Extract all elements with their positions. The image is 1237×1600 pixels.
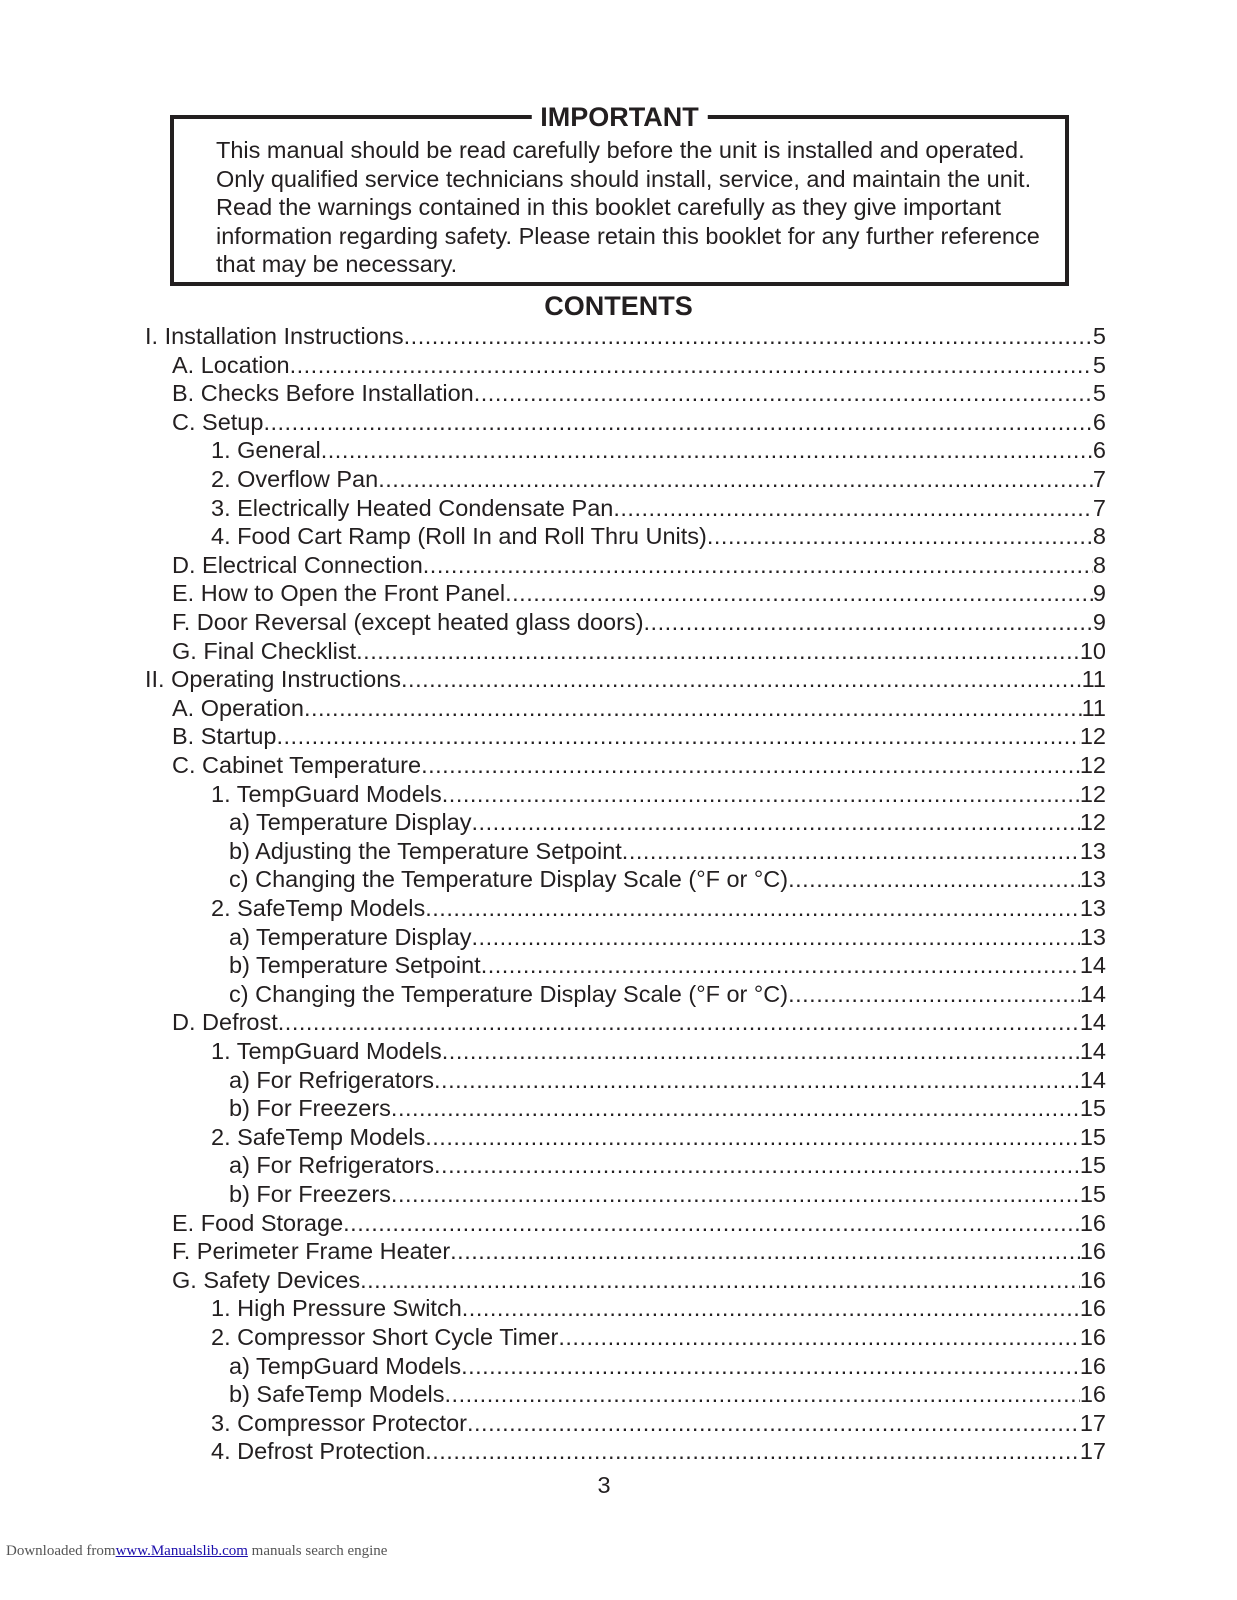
toc-dot-leader xyxy=(505,579,1093,608)
toc-entry-label: D. Electrical Connection xyxy=(172,551,423,578)
toc-entry-page: 7 xyxy=(1092,466,1106,492)
toc-entry-label: F. Perimeter Frame Heater xyxy=(172,1238,451,1265)
toc-entry[interactable] xyxy=(211,1294,1106,1323)
toc-entry-page: 16 xyxy=(1079,1324,1106,1350)
toc-entry-label: B. Startup xyxy=(172,723,277,750)
toc-dot-leader xyxy=(462,1294,1080,1323)
toc-entry-label: 2. SafeTemp Models xyxy=(211,1123,426,1150)
toc-entry-label: b) For Freezers xyxy=(229,1095,391,1122)
toc-entry-label: B. Checks Before Installation xyxy=(172,380,474,407)
toc-entry-page: 12 xyxy=(1079,723,1106,750)
toc-dot-leader xyxy=(425,1437,1080,1466)
toc-dot-leader xyxy=(472,808,1080,837)
toc-entry-page: 13 xyxy=(1079,866,1106,893)
toc-entry-page: 13 xyxy=(1079,923,1106,950)
toc-entry[interactable] xyxy=(229,1352,1106,1381)
toc-entry-label: 3. Electrically Heated Condensate Pan xyxy=(211,494,614,521)
toc-entry-page: 14 xyxy=(1079,952,1106,979)
toc-entry[interactable] xyxy=(172,1237,1106,1266)
toc-entry[interactable] xyxy=(211,1123,1106,1152)
toc-entry-label: A. Location xyxy=(172,351,290,378)
toc-entry-page: 12 xyxy=(1079,809,1106,836)
toc-entry-page: 6 xyxy=(1092,437,1106,464)
toc-entry-page: 7 xyxy=(1092,494,1106,521)
toc-entry-label: 3. Compressor Protector xyxy=(211,1409,467,1436)
toc-entry[interactable] xyxy=(229,1380,1106,1409)
toc-dot-leader xyxy=(391,1094,1080,1123)
important-line: that may be necessary. xyxy=(216,251,458,278)
toc-entry-label: C. Setup xyxy=(172,408,264,435)
toc-entry-page: 15 xyxy=(1079,1095,1106,1122)
contents-title: CONTENTS xyxy=(544,291,693,321)
toc-entry-page: 9 xyxy=(1092,580,1106,607)
toc-entry[interactable] xyxy=(211,494,1106,523)
toc-entry-label: b) For Freezers xyxy=(229,1181,391,1207)
toc-dot-leader xyxy=(461,1352,1080,1381)
toc-entry[interactable] xyxy=(211,780,1106,809)
toc-dot-leader xyxy=(421,751,1080,780)
toc-entry[interactable] xyxy=(211,1037,1106,1066)
toc-entry-page: 5 xyxy=(1092,323,1106,349)
important-line: Only qualified service technicians should install, service, and maintain the unit. xyxy=(216,165,1032,192)
toc-dot-leader xyxy=(290,351,1093,380)
toc-dot-leader xyxy=(425,1123,1080,1152)
important-line: This manual should be read carefully before the unit is installed and operated. xyxy=(216,137,1025,163)
toc-entry-page: 14 xyxy=(1079,1066,1106,1093)
important-line: information regarding safety. Please retain this booklet for any further reference xyxy=(216,222,1040,249)
toc-dot-leader xyxy=(474,379,1093,408)
toc-entry-page: 16 xyxy=(1079,1266,1106,1293)
toc-entry-label: 1. General xyxy=(211,437,321,464)
toc-dot-leader xyxy=(613,494,1093,523)
toc-entry[interactable] xyxy=(172,579,1106,608)
toc-entry-page: 14 xyxy=(1079,1009,1106,1036)
toc-dot-leader xyxy=(450,1237,1080,1266)
toc-entry[interactable] xyxy=(172,1209,1106,1238)
toc-entry[interactable] xyxy=(172,351,1106,380)
download-footer xyxy=(6,1541,387,1561)
toc-entry[interactable] xyxy=(229,923,1106,952)
toc-dot-leader xyxy=(391,1180,1080,1209)
toc-dot-leader xyxy=(788,980,1080,1009)
toc-entry-label: II. Operating Instructions xyxy=(145,666,402,693)
toc-entry[interactable] xyxy=(145,665,1106,694)
toc-entry-page: 14 xyxy=(1079,1038,1106,1064)
toc-dot-leader xyxy=(707,522,1093,551)
toc-entry[interactable] xyxy=(229,980,1106,1009)
toc-entry-label: c) Changing the Temperature Display Scale (°F or °C) xyxy=(229,866,789,893)
toc-entry[interactable] xyxy=(229,951,1106,980)
toc-dot-leader xyxy=(644,608,1093,637)
toc-entry[interactable] xyxy=(172,637,1106,666)
toc-entry[interactable] xyxy=(172,751,1106,780)
toc-dot-leader xyxy=(481,951,1080,980)
toc-entry-page: 11 xyxy=(1081,694,1106,721)
toc-entry-label: a) For Refrigerators xyxy=(229,1066,435,1093)
toc-entry-page: 15 xyxy=(1079,1152,1106,1179)
toc-entry[interactable] xyxy=(211,1409,1106,1438)
toc-entry-label: 2. Compressor Short Cycle Timer xyxy=(211,1324,559,1350)
toc-dot-leader xyxy=(304,694,1082,723)
toc-entry[interactable] xyxy=(145,322,1106,351)
toc-dot-leader xyxy=(423,551,1093,580)
toc-entry[interactable] xyxy=(211,436,1106,465)
toc-entry[interactable] xyxy=(172,1008,1106,1037)
toc-entry-label: c) Changing the Temperature Display Scale (°F or °C) xyxy=(229,980,789,1007)
toc-entry-label: C. Cabinet Temperature xyxy=(172,752,422,778)
toc-entry-label: 4. Defrost Protection xyxy=(211,1438,426,1465)
manualslib-link[interactable]: www.Manualslib.com xyxy=(115,1543,248,1559)
toc-entry-page: 10 xyxy=(1079,637,1106,664)
toc-entry-label: 1. TempGuard Models xyxy=(211,1038,442,1064)
toc-dot-leader xyxy=(356,637,1080,666)
toc-entry[interactable] xyxy=(172,408,1106,437)
toc-entry[interactable] xyxy=(172,608,1106,637)
toc-entry-page: 13 xyxy=(1079,895,1106,921)
toc-dot-leader xyxy=(278,1008,1080,1037)
toc-entry-page: 5 xyxy=(1092,380,1106,407)
toc-entry-label: 2. Overflow Pan xyxy=(211,466,379,492)
toc-dot-leader xyxy=(404,322,1093,351)
toc-entry-page: 16 xyxy=(1079,1381,1106,1408)
toc-entry-page: 12 xyxy=(1079,752,1106,778)
footer-prefix: Downloaded from xyxy=(6,1543,116,1559)
toc-entry[interactable] xyxy=(229,1094,1106,1123)
toc-entry-page: 17 xyxy=(1079,1438,1106,1465)
toc-entry-page: 16 xyxy=(1079,1352,1106,1379)
toc-dot-leader xyxy=(321,436,1093,465)
toc-entry-label: G. Final Checklist xyxy=(172,637,357,664)
toc-dot-leader xyxy=(434,1066,1080,1095)
toc-entry[interactable] xyxy=(172,551,1106,580)
toc-entry-page: 16 xyxy=(1079,1295,1106,1322)
toc-dot-leader xyxy=(425,894,1080,923)
toc-entry[interactable] xyxy=(211,1323,1106,1352)
toc-dot-leader xyxy=(558,1323,1079,1352)
toc-dot-leader xyxy=(343,1209,1080,1238)
page-number: 3 xyxy=(597,1472,611,1498)
toc-dot-leader xyxy=(472,923,1080,952)
toc-entry[interactable] xyxy=(172,1266,1106,1295)
toc-dot-leader xyxy=(401,665,1082,694)
important-line: Read the warnings contained in this booklet carefully as they give important xyxy=(216,194,1002,221)
toc-entry-label: b) Adjusting the Temperature Setpoint xyxy=(229,837,622,864)
toc-entry-page: 5 xyxy=(1092,351,1106,378)
toc-entry-page: 8 xyxy=(1092,551,1106,578)
toc-entry[interactable] xyxy=(172,379,1106,408)
toc-dot-leader xyxy=(445,1380,1080,1409)
toc-entry-label: a) TempGuard Models xyxy=(229,1352,462,1379)
toc-entry-label: 4. Food Cart Ramp (Roll In and Roll Thru Units) xyxy=(211,523,707,550)
toc-entry-page: 8 xyxy=(1092,523,1106,550)
toc-entry[interactable] xyxy=(172,694,1106,723)
footer-suffix: manuals search engine xyxy=(251,1543,388,1559)
toc-dot-leader xyxy=(277,722,1080,751)
toc-entry-label: b) Temperature Setpoint xyxy=(229,952,481,979)
toc-entry[interactable] xyxy=(229,1151,1106,1180)
toc-entry[interactable] xyxy=(211,1437,1106,1466)
toc-entry-page: 11 xyxy=(1081,666,1106,693)
toc-dot-leader xyxy=(442,780,1080,809)
toc-entry-label: E. Food Storage xyxy=(172,1209,344,1236)
toc-entry-page: 9 xyxy=(1092,609,1106,635)
toc-entry-label: E. How to Open the Front Panel xyxy=(172,580,506,607)
toc-entry-page: 13 xyxy=(1079,837,1106,864)
toc-entry-page: 6 xyxy=(1092,408,1106,435)
toc-entry-page: 17 xyxy=(1079,1409,1106,1436)
toc-dot-leader xyxy=(263,408,1092,437)
toc-dot-leader xyxy=(360,1266,1080,1295)
toc-entry[interactable] xyxy=(229,1180,1106,1209)
toc-entry-label: a) Temperature Display xyxy=(229,809,472,836)
toc-entry-label: A. Operation xyxy=(172,694,304,721)
toc-entry-label: a) Temperature Display xyxy=(229,923,472,950)
toc-entry[interactable] xyxy=(229,808,1106,837)
toc-entry[interactable] xyxy=(211,465,1106,494)
toc-dot-leader xyxy=(442,1037,1080,1066)
important-text xyxy=(216,136,1066,279)
toc-dot-leader xyxy=(467,1409,1080,1438)
toc-dot-leader xyxy=(788,865,1080,894)
toc-entry-label: 1. High Pressure Switch xyxy=(211,1295,462,1322)
toc-entry[interactable] xyxy=(172,722,1106,751)
toc-entry-page: 16 xyxy=(1079,1238,1106,1265)
toc-entry-label: 1. TempGuard Models xyxy=(211,780,442,807)
toc-entry-page: 16 xyxy=(1079,1209,1106,1236)
important-notice-box xyxy=(170,102,1069,286)
toc-dot-leader xyxy=(434,1151,1080,1180)
toc-entry[interactable] xyxy=(211,894,1106,923)
toc-dot-leader xyxy=(622,837,1080,866)
toc-entry-label: D. Defrost xyxy=(172,1009,278,1036)
toc-entry-page: 14 xyxy=(1079,980,1106,1007)
important-title: IMPORTANT xyxy=(531,100,707,134)
toc-entry-label: 2. SafeTemp Models xyxy=(211,895,426,921)
toc-entry-page: 15 xyxy=(1079,1123,1106,1150)
toc-entry[interactable] xyxy=(229,837,1106,866)
toc-entry-label: a) For Refrigerators xyxy=(229,1152,435,1179)
toc-entry[interactable] xyxy=(229,1066,1106,1095)
toc-entry-page: 15 xyxy=(1079,1181,1106,1207)
toc-entry-label: I. Installation Instructions xyxy=(145,323,404,349)
toc-entry[interactable] xyxy=(211,522,1106,551)
toc-entry-page: 12 xyxy=(1079,780,1106,807)
toc-entry[interactable] xyxy=(229,865,1106,894)
toc-entry-label: G. Safety Devices xyxy=(172,1266,361,1293)
toc-dot-leader xyxy=(378,465,1093,494)
toc-entry-label: b) SafeTemp Models xyxy=(229,1381,445,1408)
toc-entry-label: F. Door Reversal (except heated glass doors) xyxy=(172,609,644,635)
